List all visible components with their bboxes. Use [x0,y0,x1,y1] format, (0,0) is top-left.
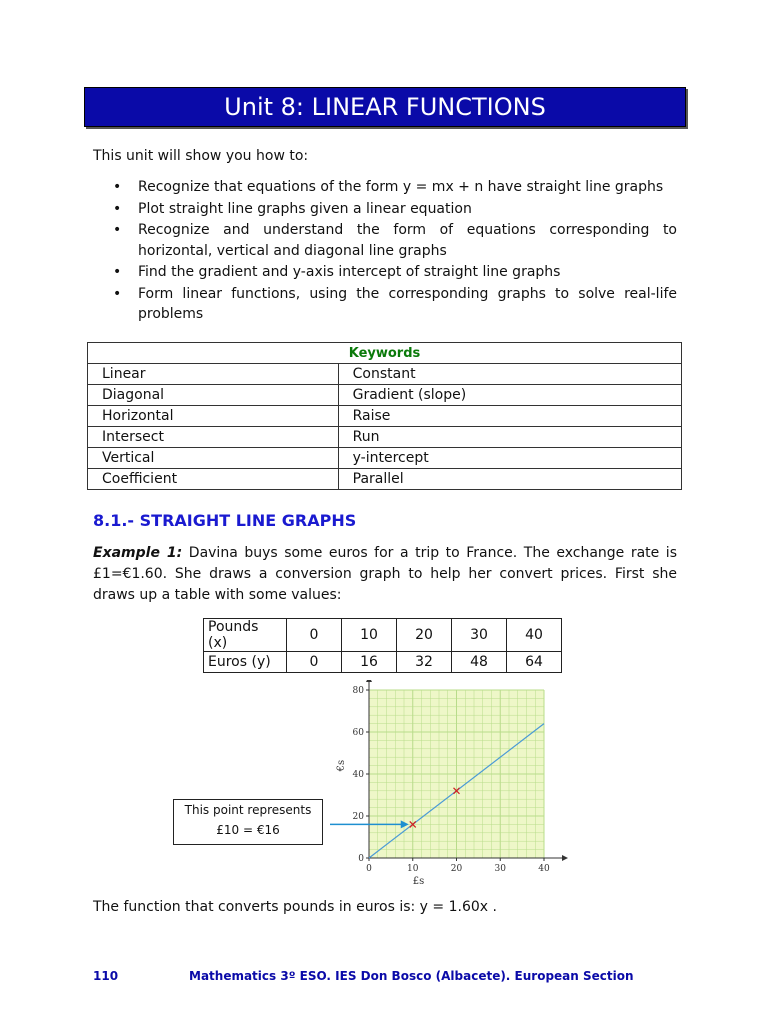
table-row [88,385,682,406]
section-heading: 8.1.- STRAIGHT LINE GRAPHS [93,511,357,530]
keyword-cell: Run [338,427,681,448]
list-item: • Form linear functions, using the corresponding graphs to solve real-life problems [93,284,677,325]
objectives-list [93,177,677,326]
table-cell: 30 [452,619,507,652]
x-tick-label: 30 [494,864,506,874]
table-row [88,364,682,385]
list-item: • Recognize and understand the form of equations corresponding to horizontal, vertical and diagonal line graphs [93,220,677,261]
y-axis-label: €s [336,759,347,772]
keywords-header: Keywords [88,343,682,364]
example-label: Example 1: [93,545,183,561]
y-axis-arrow [366,680,372,682]
x-tick-label: 40 [538,864,550,874]
example-paragraph [93,543,677,606]
x-tick-label: 10 [407,864,419,874]
table-cell: 40 [507,619,562,652]
keywords-table [87,342,682,490]
list-item: • Recognize that equations of the form y = mx + n have straight line graphs [93,177,677,198]
keyword-cell: Constant [338,364,681,385]
page-number: 110 [93,969,119,983]
table-row [88,406,682,427]
table-cell: 64 [507,652,562,673]
table-cell: 0 [287,652,342,673]
keyword-cell: Diagonal [88,385,339,406]
conversion-graph [330,680,580,890]
x-axis-label: £s [412,876,425,887]
x-tick-label: 20 [450,864,463,874]
table-row [88,469,682,490]
x-tick-label: 0 [366,864,372,874]
keyword-cell: Horizontal [88,406,339,427]
callout-box [173,799,323,845]
example-text: Davina buys some euros for a trip to France. The exchange rate is £1=€1.60. She draws a conversion graph to help her convert prices. First she draws up a table with some values: [93,545,677,603]
keyword-cell: Vertical [88,448,339,469]
keyword-cell: Gradient (slope) [338,385,681,406]
page-footer [93,969,673,983]
footer-text: Mathematics 3º ESO. IES Don Bosco (Albacete). European Section [189,969,634,983]
callout-line-1: This point represents [184,803,312,817]
list-item: • Find the gradient and y-axis intercept of straight line graphs [93,262,677,283]
table-row [204,652,562,673]
table-row [88,448,682,469]
table-cell: 48 [452,652,507,673]
keyword-cell: Raise [338,406,681,427]
y-tick-label: 80 [352,686,364,696]
x-axis-arrow [562,855,568,861]
callout-line-2: £10 = €16 [216,823,280,837]
table-cell: 20 [397,619,452,652]
table-cell: 32 [397,652,452,673]
row-label: Pounds (x) [204,619,287,652]
row-label: Euros (y) [204,652,287,673]
y-tick-label: 40 [352,770,364,780]
keyword-cell: Coefficient [88,469,339,490]
y-tick-label: 60 [352,728,364,738]
keyword-cell: y-intercept [338,448,681,469]
y-tick-label: 20 [352,812,364,822]
conversion-table [203,618,562,673]
keyword-cell: Linear [88,364,339,385]
table-cell: 0 [287,619,342,652]
keyword-cell: Parallel [338,469,681,490]
list-item: • Plot straight line graphs given a linear equation [93,199,677,220]
table-cell: 10 [342,619,397,652]
y-tick-label: 0 [358,854,364,864]
keyword-cell: Intersect [88,427,339,448]
table-cell: 16 [342,652,397,673]
function-statement: The function that converts pounds in euros is: y = 1.60x . [93,899,497,915]
unit-title: Unit 8: LINEAR FUNCTIONS [84,87,686,127]
table-row [88,427,682,448]
intro-text: This unit will show you how to: [93,148,309,164]
table-row [204,619,562,652]
